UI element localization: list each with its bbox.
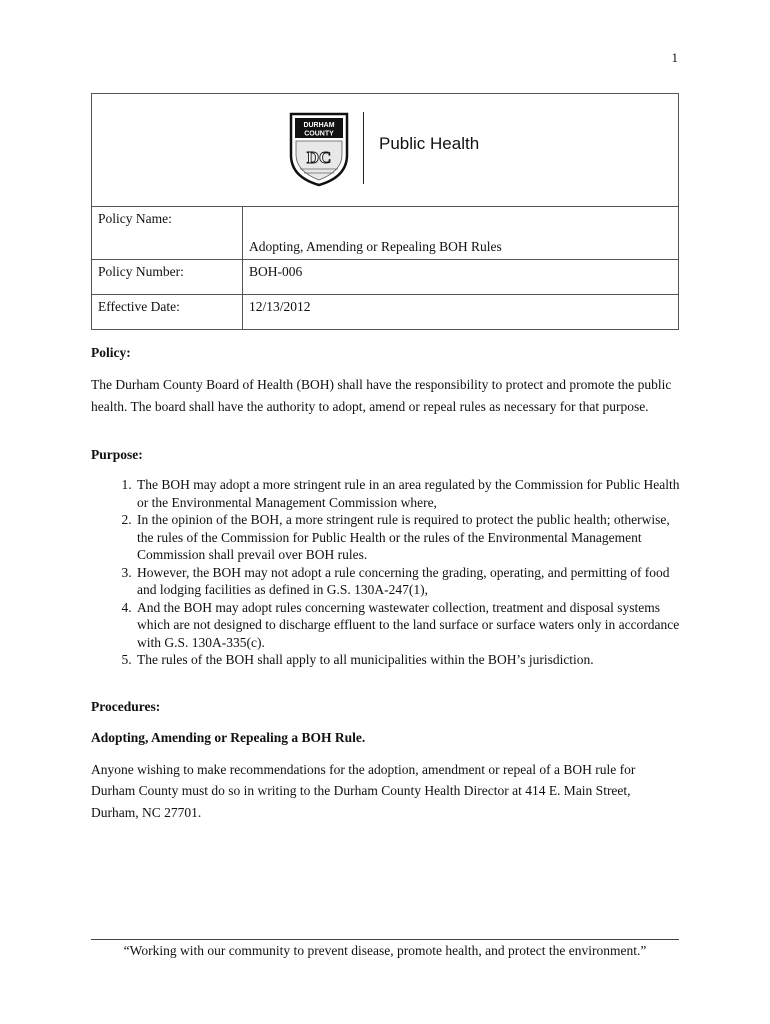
purpose-item-1: 1. The BOH may adopt a more stringent rule in an area regulated by the Commission for Public Health or the Environmental Management Commission where, xyxy=(135,476,681,511)
logo-divider xyxy=(363,112,364,184)
policy-number-label: Policy Number: xyxy=(92,260,243,295)
document-body xyxy=(91,345,681,823)
durham-county-seal-icon xyxy=(288,111,350,187)
seal-line2: COUNTY xyxy=(304,130,334,138)
procedures-text: Anyone wishing to make recommendations for the adoption, amendment or repeal of a BOH rule for Durham County must do so in writing to the Durham County Health Director at 414 E. Main Street, Durham, NC 27701. xyxy=(91,761,636,820)
purpose-item-2: 2. In the opinion of the BOH, a more stringent rule is required to protect the public health; otherwise, the rules of the Commission for Public Health or the rules of the Environmental Management Commission shall prevail over BOH rules. xyxy=(135,511,681,564)
policy-number-value: BOH-006 xyxy=(243,260,679,295)
seal-monogram: DC xyxy=(306,148,332,167)
purpose-heading: Purpose: xyxy=(91,447,143,462)
footer-motto: “Working with our community to prevent disease, promote health, and protect the environment.” xyxy=(123,943,647,958)
page-number: 1 xyxy=(671,50,678,65)
procedures-subheading: Adopting, Amending or Repealing a BOH Rule. xyxy=(91,729,366,745)
purpose-item-5: 5. The rules of the BOH shall apply to all municipalities within the BOH’s jurisdiction. xyxy=(135,651,681,669)
policy-heading: Policy: xyxy=(91,345,131,360)
seal-line1: DURHAM xyxy=(303,122,335,129)
policy-text: The Durham County Board of Health (BOH) shall have the responsibility to protect and promote the public health. The board shall have the authority to adopt, amend or repeal rules as necessary for that purpose. xyxy=(91,377,672,414)
purpose-item-4: 4. And the BOH may adopt rules concerning wastewater collection, treatment and disposal systems which are not designed to discharge effluent to the land surface or surface waters only in accordance with G.S. 130A-335(c). xyxy=(135,599,681,652)
policy-name-value: Adopting, Amending or Repealing BOH Rules xyxy=(243,207,679,260)
footer-divider xyxy=(91,939,679,940)
effective-date-label: Effective Date: xyxy=(92,295,243,330)
purpose-item-3: 3. However, the BOH may not adopt a rule concerning the grading, operating, and permitting of food and lodging facilities as defined in G.S. 130A-247(1), xyxy=(135,564,681,599)
policy-name-label: Policy Name: xyxy=(92,207,243,260)
effective-date-value: 12/13/2012 xyxy=(243,295,679,330)
purpose-list xyxy=(91,476,681,669)
department-name: Public Health xyxy=(379,134,480,153)
procedures-heading: Procedures: xyxy=(91,698,161,714)
policy-header-table xyxy=(91,93,679,330)
logo-cell xyxy=(92,94,679,207)
